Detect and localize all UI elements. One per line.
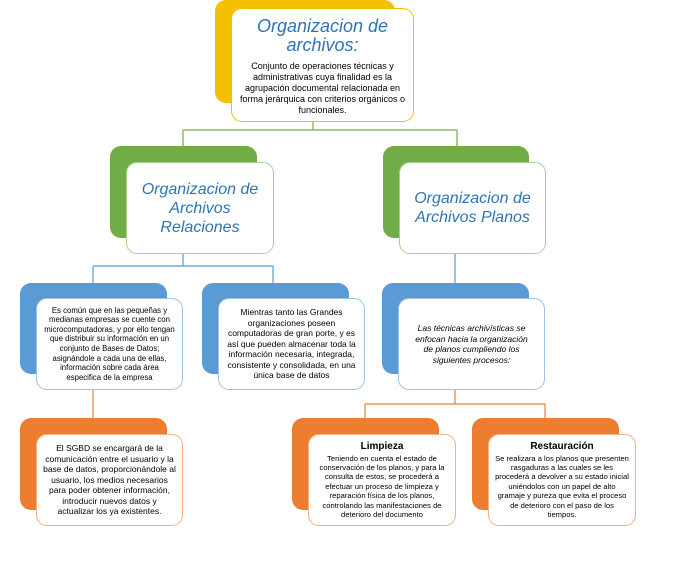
root-node [231,8,414,122]
limpieza-text: Teniendo en cuenta el estado de conservación de los planos, y para la consulta de estos, se procederá a efectuar un proceso de limpieza y reparación física de los planos, controlando las manifestaciones de deterioro del documento [319,453,445,520]
tecnicas-node [398,298,545,390]
grandes-node [218,298,365,390]
planos-title: Organizacion de Archivos Planos [414,190,531,226]
pequenas-text: Es común que en las pequeñas y medianas empresas se cuente con microcomputadoras, y por ello tengan que distribuir su información en un conjunto de Bases de Datos; asignándole a cada una de ellas, información sobre cada área especifica de la empresa [44,305,175,382]
limpieza-heading: Limpieza [360,440,404,452]
root-title: Organizacion de archivos: [256,16,389,55]
relacionales-title: Organizacion de Archivos Relaciones [141,180,259,236]
orange-connectors [93,390,545,418]
limpieza-node [308,434,456,526]
restauracion-text: Se realizara a los planos que presenten rasgaduras a las cuales se les procederá a devolver a su estado inicial uniéndolos con un papel de alto gramaje y pureza que evita el proceso de deterioro con el paso de los tiempos. [495,453,629,520]
planos-node [399,162,546,254]
restauracion-heading: Restauración [530,440,594,452]
restauracion-node [488,434,636,526]
pequenas-node [36,298,183,390]
sgbd-node [36,434,183,526]
relacionales-node [126,162,274,254]
blue-connectors [93,254,455,283]
green-connectors [183,122,457,146]
root-text: Conjunto de operaciones técnicas y administrativas cuya finalidad es la agrupación documental relacionada en forma jerárquica con criterios orgánicos o funcionales. [239,61,406,115]
sgbd-text: El SGBD se encargará de la comunicación entre el usuario y la base de datos, proporcionándole al usuario, los medios necesarios para poder obtener información, introducir nuevos datos y actualizar los ya existentes. [43,443,176,517]
grandes-text: Mientras tanto las Grandes organizaciones poseen computadoras de gran porte, y es así que pueden almacenar toda la información necesaria, integrada, consistente y consolidada, en una única base de datos [227,307,356,381]
tecnicas-text: Las técnicas archivísticas se enfocan hacia la organización de planos cumpliendo los siguientes procesos: [415,323,528,365]
